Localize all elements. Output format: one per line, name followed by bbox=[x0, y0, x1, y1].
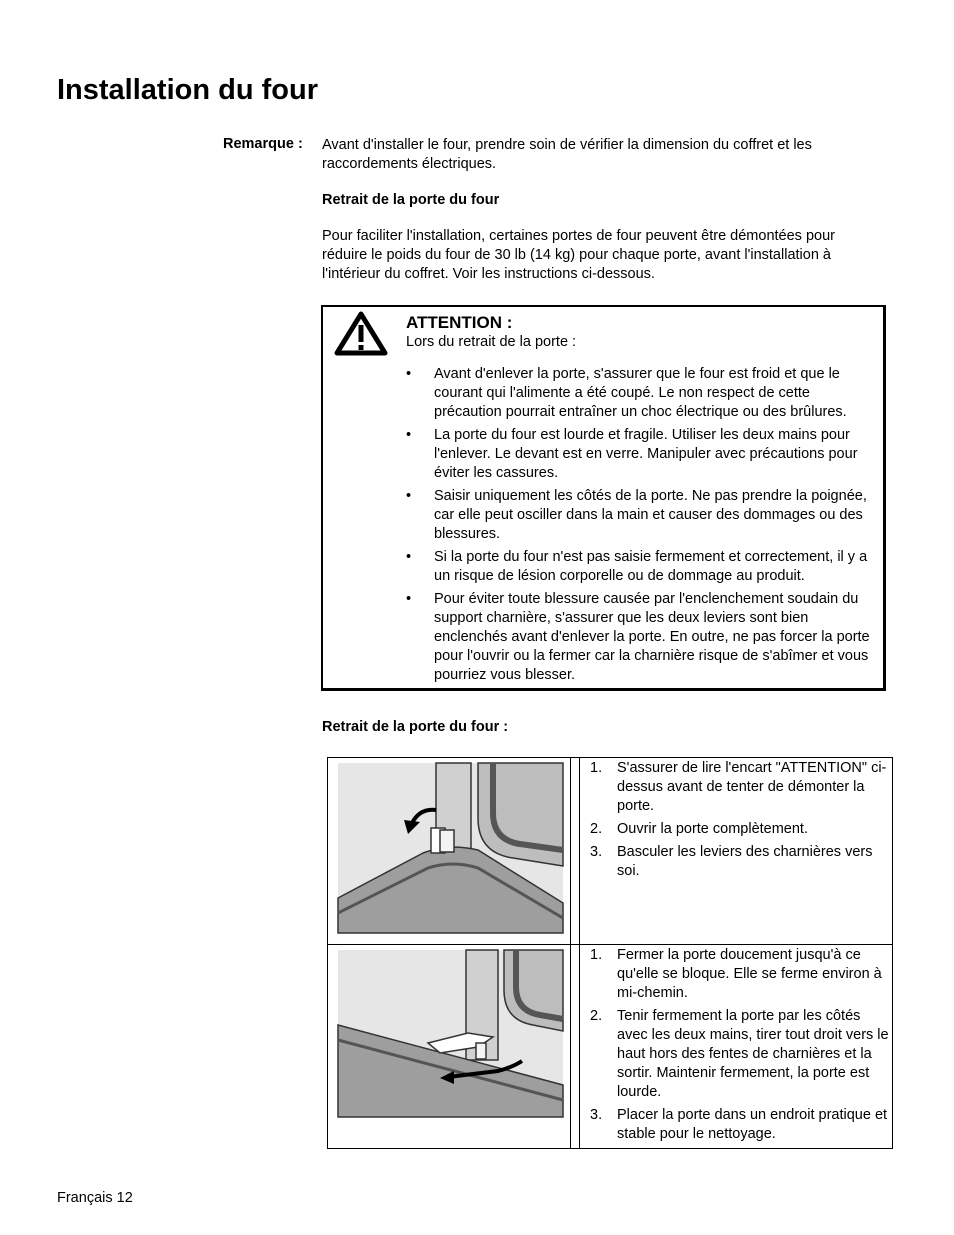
step-text: S'assurer de lire l'encart "ATTENTION" ci-dessus avant de tenter de démonter la porte. bbox=[617, 760, 887, 814]
bullet-marker: • bbox=[406, 549, 412, 565]
step-item bbox=[580, 759, 892, 816]
attention-item bbox=[406, 548, 880, 586]
column-gap bbox=[571, 758, 580, 945]
attention-item bbox=[406, 590, 880, 685]
column-gap bbox=[571, 945, 580, 1149]
page-title: Installation du four bbox=[57, 74, 318, 106]
attention-item bbox=[406, 365, 880, 422]
step-text: Ouvrir la porte complètement. bbox=[617, 821, 808, 837]
step-text: Fermer la porte doucement jusqu'à ce qu'elle se bloque. Elle se ferme environ à mi-chemin. bbox=[617, 947, 882, 1001]
attention-item bbox=[406, 426, 880, 483]
attention-box bbox=[321, 305, 886, 691]
step-item bbox=[580, 1106, 892, 1144]
bullet-marker: • bbox=[406, 366, 412, 382]
step-text-cell bbox=[580, 945, 893, 1149]
step-number: 1. bbox=[590, 760, 603, 776]
step-text: Placer la porte dans un endroit pratique et stable pour le nettoyage. bbox=[617, 1107, 888, 1142]
steps-table bbox=[327, 757, 893, 1149]
bullet-marker: • bbox=[406, 591, 412, 607]
attention-item-text: Saisir uniquement les côtés de la porte. Ne pas prendre la poignée, car elle peut osciller dans la main et causer des dommages ou des blessures. bbox=[434, 488, 867, 542]
page-footer: Français 12 bbox=[57, 1190, 133, 1206]
section-heading-door-removal-steps: Retrait de la porte du four : bbox=[322, 719, 509, 735]
step-list bbox=[580, 758, 892, 881]
hinge-lever-open-illustration bbox=[328, 758, 570, 944]
section-heading-door-removal: Retrait de la porte du four bbox=[322, 192, 500, 208]
step-number: 3. bbox=[590, 844, 603, 860]
attention-subtitle: Lors du retrait de la porte : bbox=[406, 334, 577, 350]
warning-triangle-icon bbox=[334, 310, 388, 356]
attention-item-text: Si la porte du four n'est pas saisie fermement et correctement, il y a un risque de lésion corporelle ou de dommage au produit. bbox=[434, 549, 868, 584]
attention-item-text: Avant d'enlever la porte, s'assurer que le four est froid et que le courant qui l'alimente a été coupé. Le non respect de cette précaution pourrait entraîner un choc électrique ou des brûlures. bbox=[434, 366, 847, 420]
step-item bbox=[580, 946, 892, 1003]
attention-title: ATTENTION : bbox=[406, 313, 513, 332]
attention-list bbox=[406, 365, 880, 689]
step-text: Basculer les leviers des charnières vers soi. bbox=[617, 844, 873, 879]
step-text: Tenir fermement la porte par les côtés avec les deux mains, tirer tout droit vers le haut hors des fentes de charnières et la sortir. Maintenir fermement, la porte est lourde. bbox=[617, 1008, 889, 1100]
note-label: Remarque : bbox=[223, 136, 303, 152]
bullet-marker: • bbox=[406, 488, 412, 504]
step-number: 3. bbox=[590, 1107, 603, 1123]
step-image-cell bbox=[328, 758, 571, 945]
step-number: 2. bbox=[590, 821, 603, 837]
step-text-cell bbox=[580, 758, 893, 945]
step-number: 1. bbox=[590, 947, 603, 963]
attention-item-text: Pour éviter toute blessure causée par l'enclenchement soudain du support charnière, s'assurer que les deux leviers sont bien enclenchés avant d'enlever la porte. En outre, ne pas forcer la porte pour l'ouvrir ou la fermer car la charnière risque de s'abîmer et vous pourriez vous blesser. bbox=[434, 591, 870, 683]
step-item bbox=[580, 843, 892, 881]
step-number: 2. bbox=[590, 1008, 603, 1024]
step-image-cell bbox=[328, 945, 571, 1149]
step-row bbox=[328, 945, 893, 1149]
door-lift-out-illustration bbox=[328, 945, 570, 1147]
step-item bbox=[580, 1007, 892, 1102]
section-text-door-removal: Pour faciliter l'installation, certaines portes de four peuvent être démontées pour réduire le poids du four de 30 lb (14 kg) pour chaque porte, avant l'installation à l'intérieur du coffret. Voir les instructions ci-dessous. bbox=[322, 228, 835, 282]
note-text: Avant d'installer le four, prendre soin de vérifier la dimension du coffret et les raccordements électriques. bbox=[322, 137, 812, 172]
attention-item-text: La porte du four est lourde et fragile. Utiliser les deux mains pour l'enlever. Le devant est en verre. Manipuler avec précautions pour éviter les cassures. bbox=[434, 427, 858, 481]
attention-item bbox=[406, 487, 880, 544]
step-list bbox=[580, 945, 892, 1144]
step-item bbox=[580, 820, 892, 839]
step-row bbox=[328, 758, 893, 945]
bullet-marker: • bbox=[406, 427, 412, 443]
